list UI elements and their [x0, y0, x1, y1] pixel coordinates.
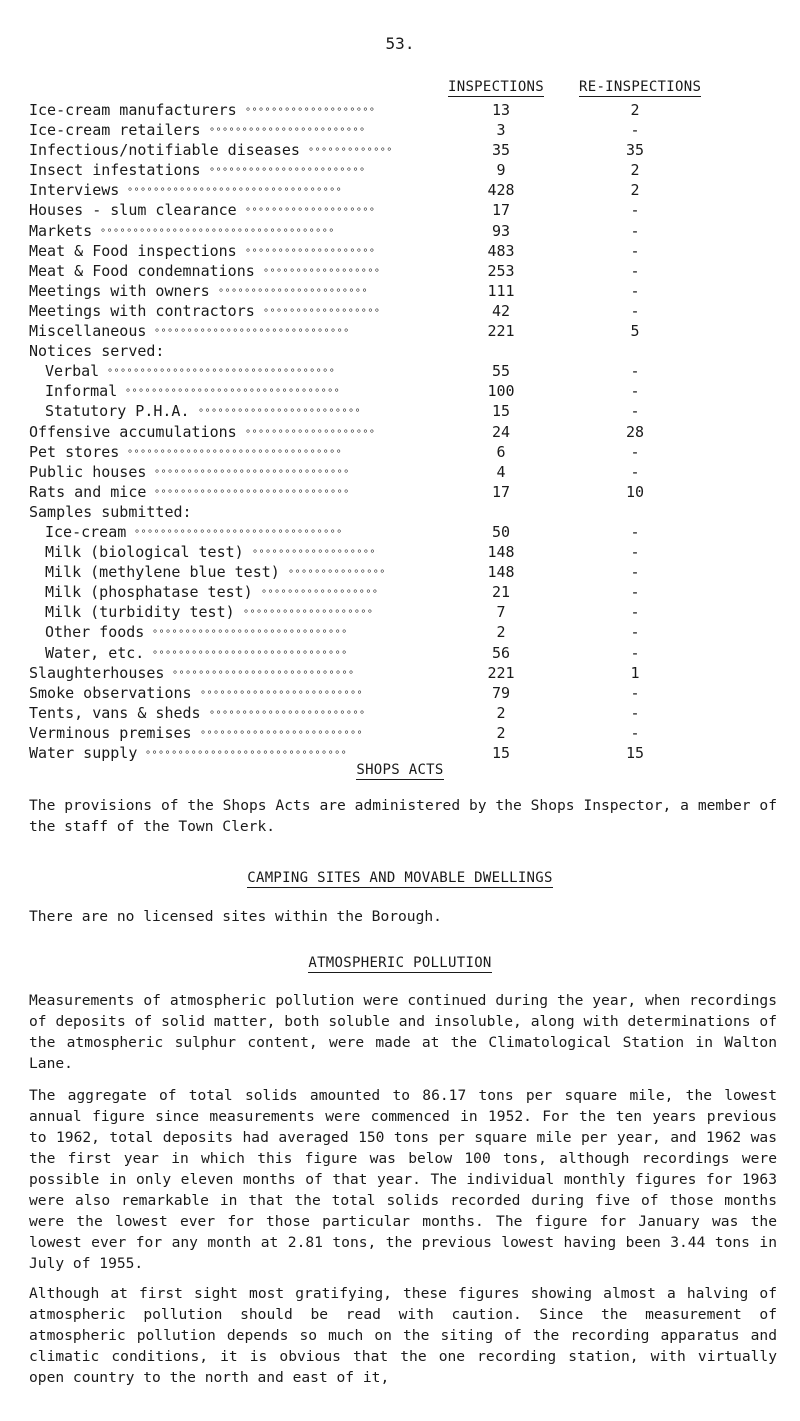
inspections-value: 7 — [496, 603, 506, 622]
row-label: Water supply — [29, 744, 138, 762]
table-row — [29, 683, 729, 703]
table-row — [29, 442, 729, 462]
row-label: Other foods — [45, 623, 145, 642]
shops-acts-heading: SHOPS ACTS — [356, 762, 444, 778]
table-row — [29, 542, 729, 562]
table-row — [29, 602, 729, 622]
leader-dots: °°°°°°°°°°°°°°°°°°°°°°°°°°°°°°°° — [134, 528, 343, 540]
row-label: Water, etc. — [45, 643, 145, 662]
reinspections-value: - — [630, 583, 640, 602]
reinspections-value: - — [630, 703, 640, 722]
row-label: Miscellaneous — [29, 322, 147, 341]
row-label: Markets — [29, 221, 93, 240]
reinspections-value: - — [630, 723, 640, 742]
table-row — [29, 582, 729, 602]
table-row — [29, 321, 729, 341]
inspections-value: 42 — [491, 301, 511, 320]
shops-acts-text: The provisions of the Shops Acts are administered by the Shops Inspector, a member of the staff of the Town Clerk. — [29, 797, 777, 835]
row-label: Ice-cream — [45, 522, 127, 541]
leader-dots: °°°°°°°°°°°°°°°°°°°°°°°°°°°°°°°°° — [127, 187, 343, 199]
table-row — [29, 221, 729, 241]
table-row — [29, 120, 729, 140]
reinspections-value: - — [630, 522, 640, 541]
row-label: Houses - slum clearance — [29, 201, 237, 220]
leader-dots: °°°°°°°°°°°°°°°°°°°°°°°°°°°°°° — [154, 328, 350, 340]
table-row — [29, 622, 729, 642]
table-row — [29, 281, 729, 301]
leader-dots: °°°°°°°°°°°°°°°°°°°°°°° — [218, 287, 368, 299]
table-row — [29, 643, 729, 663]
reinspections-value: 10 — [625, 482, 645, 501]
reinspections-value: 2 — [630, 161, 640, 180]
leader-dots: °°°°°°°°°°°°°°°°°°°°°°°°°°°°°°°°°°° — [107, 368, 336, 380]
inspections-value: 50 — [491, 522, 511, 541]
reinspections-value: - — [630, 241, 640, 260]
inspections-value: 93 — [491, 221, 511, 240]
leader-dots: °°°°°°°°°°°°°°°°°°°° — [245, 247, 376, 259]
leader-dots: °°°°°°°°°°°°°°°°°°° — [252, 549, 376, 561]
leader-dots: °°°°°°°°°°°°°°°°°°°°°°°°°°°°°°°°° — [127, 448, 343, 460]
leader-dots: °°°°°°°°°°°°°°°°°°°°°°°°°°°°°°° — [145, 750, 348, 761]
leader-dots: °°°°°°°°°°°°°°°°°° — [263, 267, 381, 279]
reinspections-value: - — [630, 543, 640, 562]
leader-dots: °°°°°°°°°°°°°°°°°°°°°°°°°°°°°° — [152, 629, 348, 641]
table-row — [29, 241, 729, 261]
row-label: Milk (methylene blue test) — [45, 563, 280, 582]
inspections-value: 221 — [487, 322, 515, 341]
row-label: Slaughterhouses — [29, 663, 165, 682]
inspections-value: 55 — [491, 362, 511, 381]
inspections-value: 79 — [491, 683, 511, 702]
leader-dots: °°°°°°°°°°°°°°°°°°°°°°°°° — [200, 729, 364, 741]
row-label: Milk (phosphatase test) — [45, 583, 253, 602]
leader-dots: °°°°°°°°°°°°°°°°°°°° — [243, 609, 374, 621]
row-label: Rats and mice — [29, 482, 147, 501]
reinspections-value: 1 — [630, 663, 640, 682]
reinspections-value: - — [630, 121, 640, 140]
table-row — [29, 200, 729, 220]
table-row — [29, 381, 729, 401]
reinspections-value: - — [630, 623, 640, 642]
table-row — [29, 341, 729, 361]
row-label: Tents, vans & sheds — [29, 703, 201, 722]
reinspections-value: - — [630, 221, 640, 240]
reinspections-value: - — [630, 462, 640, 481]
row-label: Offensive accumulations — [29, 422, 237, 441]
inspections-value: 15 — [491, 744, 511, 762]
leader-dots: °°°°°°°°°°°°°°°°°°°°°°°°° — [198, 408, 362, 420]
reinspections-value: - — [630, 281, 640, 300]
page-number: 53. — [385, 34, 415, 53]
inspections-value: 2 — [496, 623, 506, 642]
table-row — [29, 703, 729, 723]
leader-dots: °°°°°°°°°°°°°°°°°°°°°°°° — [209, 167, 366, 179]
inspections-value: 24 — [491, 422, 511, 441]
table-row — [29, 180, 729, 200]
leader-dots: °°°°°°°°°°°°°°°°°° — [263, 307, 381, 319]
leader-dots: °°°°°°°°°°°°°°°°°°°°°°°°°°°°°° — [152, 649, 348, 661]
pollution-paragraph-3: Although at first sight most gratifying, these figures showing almost a halving of atmospheric pollution should be read with caution. Since the measurement of atmospheric pollution depends so much on the siting of the recording apparatus and climatic conditions, it is obvious that the one recording station, with virtually open country to the north and east of it, — [29, 1285, 777, 1386]
row-label: Informal — [45, 382, 118, 401]
table-row — [29, 743, 729, 763]
row-label: Statutory P.H.A. — [45, 402, 190, 421]
inspections-value: 3 — [496, 121, 506, 140]
row-label: Ice-cream manufacturers — [29, 101, 237, 119]
row-label: Meetings with owners — [29, 281, 210, 300]
reinspections-value: - — [630, 402, 640, 421]
table-row — [29, 140, 729, 160]
leader-dots: °°°°°°°°°°°°°°°°°°°°°°°°°°°°°° — [154, 488, 350, 500]
row-label: Smoke observations — [29, 683, 192, 702]
inspections-value: 428 — [487, 181, 515, 200]
inspections-value: 253 — [487, 261, 515, 280]
leader-dots: °°°°°°°°°°°°°°°°°°°° — [245, 207, 376, 219]
table-row — [29, 100, 729, 120]
camping-text: There are no licensed sites within the Borough. — [29, 908, 442, 925]
reinspections-value: 15 — [625, 744, 645, 762]
inspections-value: 100 — [487, 382, 515, 401]
table-row — [29, 160, 729, 180]
leader-dots: °°°°°°°°°°°°° — [308, 147, 393, 159]
leader-dots: °°°°°°°°°°°°°°°°°°°°°°°° — [209, 709, 366, 721]
row-label: Verbal — [45, 362, 100, 381]
pollution-paragraph-1: Measurements of atmospheric pollution were continued during the year, when recordings of deposits of solid matter, both soluble and insoluble, along with determinations of the atmospheric sulphur content, were made at the Climatological Station in Walton Lane. — [29, 992, 777, 1072]
reinspections-value: 28 — [625, 422, 645, 441]
table-row — [29, 462, 729, 482]
reinspections-column-header: RE-INSPECTIONS — [579, 79, 702, 95]
table-row — [29, 502, 729, 522]
leader-dots: °°°°°°°°°°°°°°°°°° — [261, 589, 379, 601]
row-label: Meetings with contractors — [29, 301, 255, 320]
leader-dots: °°°°°°°°°°°°°°° — [288, 569, 386, 581]
row-label: Infectious/notifiable diseases — [29, 141, 300, 160]
inspections-value: 2 — [496, 723, 506, 742]
table-row — [29, 401, 729, 421]
inspections-value: 111 — [487, 281, 515, 300]
inspections-value: 17 — [491, 482, 511, 501]
table-row — [29, 261, 729, 281]
table-row — [29, 663, 729, 683]
row-label: Samples submitted: — [29, 502, 192, 521]
reinspections-value: 5 — [630, 322, 640, 341]
row-label: Pet stores — [29, 442, 120, 461]
reinspections-value: - — [630, 201, 640, 220]
inspections-value: 15 — [491, 402, 511, 421]
camping-heading: CAMPING SITES AND MOVABLE DWELLINGS — [247, 870, 553, 886]
leader-dots: °°°°°°°°°°°°°°°°°°°°°°°°° — [200, 689, 364, 701]
pollution-heading: ATMOSPHERIC POLLUTION — [308, 955, 492, 971]
table-row — [29, 301, 729, 321]
table-row — [29, 723, 729, 743]
row-label: Milk (turbidity test) — [45, 603, 235, 622]
pollution-paragraph-2: The aggregate of total solids amounted to 86.17 tons per square mile, the lowest annual figure since measurements were commenced in 1952. For the ten years previous to 1962, total deposits had averaged 150 tons per square mile per year, and 1962 was the first year in which this figure was below 100 tons, although recordings were possible in only eleven months of that year. The individual monthly figures for 1963 were also remarkable in that the total solids recorded during five of those months were the lowest ever for those particular months. The figure for January was the lowest ever for any month at 2.81 tons, the previous lowest having been 3.44 tons in July of 1955. — [29, 1087, 777, 1272]
row-label: Interviews — [29, 181, 120, 200]
row-label: Notices served: — [29, 342, 165, 361]
reinspections-value: - — [630, 603, 640, 622]
reinspections-value: - — [630, 442, 640, 461]
inspections-column-header: INSPECTIONS — [448, 79, 545, 95]
inspections-value: 9 — [496, 161, 506, 180]
leader-dots: °°°°°°°°°°°°°°°°°°°° — [245, 107, 376, 118]
row-label: Public houses — [29, 462, 147, 481]
table-row — [29, 482, 729, 502]
inspections-value: 6 — [496, 442, 506, 461]
reinspections-value: - — [630, 261, 640, 280]
leader-dots: °°°°°°°°°°°°°°°°°°°°°°°°°°°°°° — [154, 468, 350, 480]
leader-dots: °°°°°°°°°°°°°°°°°°°°°°°°°°°°°°°°° — [125, 388, 341, 400]
reinspections-value: 35 — [625, 141, 645, 160]
table-row — [29, 562, 729, 582]
inspection-table — [29, 100, 729, 763]
inspections-value: 56 — [491, 643, 511, 662]
leader-dots: °°°°°°°°°°°°°°°°°°°°°°°°°°°° — [172, 669, 355, 681]
leader-dots: °°°°°°°°°°°°°°°°°°°°°°°°°°°°°°°°°°°° — [100, 227, 335, 239]
reinspections-value: 2 — [630, 181, 640, 200]
row-label: Meat & Food inspections — [29, 241, 237, 260]
inspections-value: 221 — [487, 663, 515, 682]
inspections-value: 21 — [491, 583, 511, 602]
inspections-value: 148 — [487, 543, 515, 562]
reinspections-value: - — [630, 382, 640, 401]
row-label: Verminous premises — [29, 723, 192, 742]
inspections-value: 2 — [496, 703, 506, 722]
leader-dots: °°°°°°°°°°°°°°°°°°°°°°°° — [209, 127, 366, 139]
row-label: Ice-cream retailers — [29, 121, 201, 140]
row-label: Meat & Food condemnations — [29, 261, 255, 280]
reinspections-value: - — [630, 563, 640, 582]
table-row — [29, 422, 729, 442]
inspections-value: 35 — [491, 141, 511, 160]
inspections-value: 483 — [487, 241, 515, 260]
reinspections-value: 2 — [630, 101, 640, 119]
table-row — [29, 522, 729, 542]
table-row — [29, 361, 729, 381]
inspections-value: 4 — [496, 462, 506, 481]
inspections-value: 17 — [491, 201, 511, 220]
row-label: Insect infestations — [29, 161, 201, 180]
reinspections-value: - — [630, 301, 640, 320]
row-label: Milk (biological test) — [45, 543, 244, 562]
leader-dots: °°°°°°°°°°°°°°°°°°°° — [245, 428, 376, 440]
inspections-value: 13 — [491, 101, 511, 119]
reinspections-value: - — [630, 643, 640, 662]
inspections-value: 148 — [487, 563, 515, 582]
reinspections-value: - — [630, 362, 640, 381]
reinspections-value: - — [630, 683, 640, 702]
